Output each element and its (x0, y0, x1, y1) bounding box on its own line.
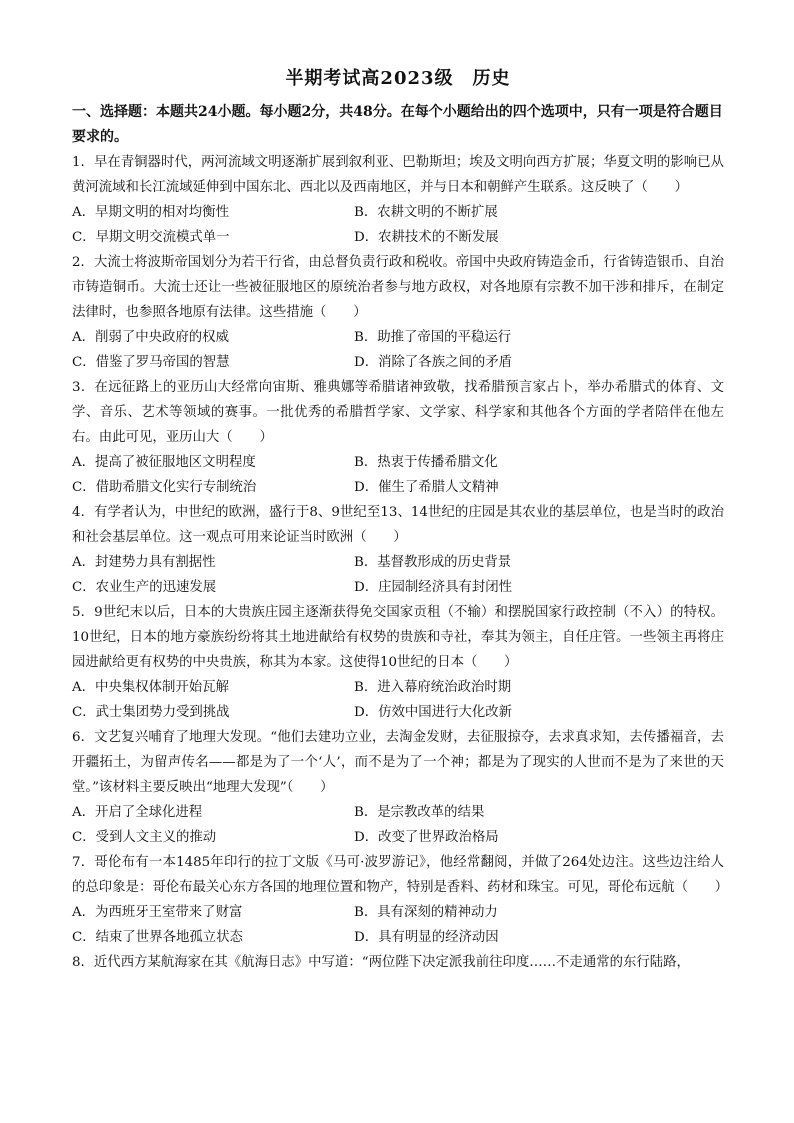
question-stem: 7．哥伦布有一本1485年印行的拉丁文版《马可·波罗游记》，他经常翻阅，并做了264处边注。这些边注给人的总印象是：哥伦布最关心东方各国的地理位置和物产，特别是香料、药材和珠宝。可见，哥伦布远航（ ） (72, 855, 729, 895)
option-a: A．削弱了中央政府的权威 (72, 330, 229, 345)
question-stem: 4．有学者认为，中世纪的欧洲，盛行于8、9世纪至13、14世纪的庄园是其农业的基层单位，也是当时的政治和社会基层单位。这一观点可用来论证当时欧洲（ ） (72, 505, 724, 545)
question-3 (72, 375, 724, 500)
question-5 (72, 600, 724, 725)
option-b: B．具有深刻的精神动力 (354, 905, 498, 920)
question-stem: 6．文艺复兴哺育了地理大发现。“他们去建功立业，去淘金发财，去征服掠夺，去求真求知，去传播福音，去开疆拓土，为留声传名——都是为了一个‘人’，而不是为了一个神；都是为了现实的人世而不是为了来世的天堂。”该材料主要反映出“地理大发现”（ ） (72, 730, 724, 795)
option-c: C．武士集团势力受到挑战 (72, 705, 230, 720)
option-c: C．农业生产的迅速发展 (72, 580, 217, 595)
option-c: C．受到人文主义的推动 (72, 830, 217, 845)
option-d: D．农耕技术的不断发展 (354, 230, 499, 245)
option-a: A．早期文明的相对均衡性 (72, 205, 229, 220)
options (72, 200, 724, 250)
option-a: A．开启了全球化进程 (72, 805, 203, 820)
question-stem: 3．在远征路上的亚历山大经常向宙斯、雅典娜等希腊诸神致敬，找希腊预言家占卜，举办希腊式的体育、文学、音乐、艺术等领域的赛事。一批优秀的希腊哲学家、文学家、科学家和其他各个方面的学者陪伴在他左右。由此可见，亚历山大（ ） (72, 380, 724, 445)
option-c: C．早期文明交流模式单一 (72, 230, 230, 245)
option-b: B．是宗教改革的结果 (354, 805, 485, 820)
option-a: A．中央集权体制开始瓦解 (72, 680, 229, 695)
option-b: B．农耕文明的不断扩展 (354, 205, 498, 220)
option-a: A．为西班牙王室带来了财富 (72, 905, 243, 920)
question-4 (72, 500, 724, 600)
exam-page (72, 66, 729, 975)
option-b: B．热衷于传播希腊文化 (354, 455, 498, 470)
option-a: A．封建势力具有割据性 (72, 555, 216, 570)
question-stem: 1．早在青铜器时代，两河流域文明逐渐扩展到叙利亚、巴勒斯坦；埃及文明向西方扩展；华夏文明的影响已从黄河流域和长江流域延伸到中国东北、西北以及西南地区，并与日本和朝鲜产生联系。这反映了（ ） (72, 155, 724, 195)
question-stem: 8．近代西方某航海家在其《航海日志》中写道：“两位陛下决定派我前往印度……不走通常的东行陆路， (72, 955, 690, 970)
option-c: C．借鉴了罗马帝国的智慧 (72, 355, 230, 370)
options (72, 450, 724, 500)
option-b: B．进入幕府统治政治时期 (354, 680, 512, 695)
question-stem: 2．大流士将波斯帝国划分为若干行省，由总督负责行政和税收。帝国中央政府铸造金币，行省铸造银币、自治市铸造铜币。大流士还让一些被征服地区的原统治者参与地方政权，对各地原有宗教不加干涉和排斥，在制定法律时，也参照各地原有法律。这些措施（ ） (72, 255, 724, 320)
question-1 (72, 150, 724, 250)
options (72, 325, 724, 375)
option-d: D．仿效中国进行大化改新 (354, 705, 513, 720)
options (72, 675, 724, 725)
option-b: B．基督教形成的历史背景 (354, 555, 512, 570)
section-heading: 一、选择题：本题共24小题。每小题2分，共48分。在每个小题给出的四个选项中，只有一项是符合题目要求的。 (72, 104, 723, 145)
option-d: D．庄园制经济具有封闭性 (354, 580, 513, 595)
option-d: D．消除了各族之间的矛盾 (354, 355, 513, 370)
options (72, 900, 724, 950)
option-d: D．催生了希腊人文精神 (354, 480, 499, 495)
option-c: C．结束了世界各地孤立状态 (72, 930, 243, 945)
option-a: A．提高了被征服地区文明程度 (72, 455, 256, 470)
question-6 (72, 725, 724, 850)
options (72, 800, 724, 850)
question-7 (72, 850, 729, 950)
question-stem: 5．9世纪末以后，日本的大贵族庄园主逐渐获得免交国家贡租（不输）和摆脱国家行政控制（不入）的特权。10世纪，日本的地方豪族纷纷将其土地进献给有权势的贵族和寺社，奉其为领主，自任庄管。一些领主再将庄园进献给更有权势的中央贵族，称其为本家。这使得10世纪的日本（ ） (72, 605, 724, 670)
question-8 (72, 950, 724, 975)
options (72, 550, 724, 600)
option-c: C．借助希腊文化实行专制统治 (72, 480, 257, 495)
option-b: B．助推了帝国的平稳运行 (354, 330, 512, 345)
option-d: D．具有明显的经济动因 (354, 930, 499, 945)
page-title: 半期考试高2023级 历史 (285, 68, 511, 89)
question-2 (72, 250, 724, 375)
option-d: D．改变了世界政治格局 (354, 830, 499, 845)
